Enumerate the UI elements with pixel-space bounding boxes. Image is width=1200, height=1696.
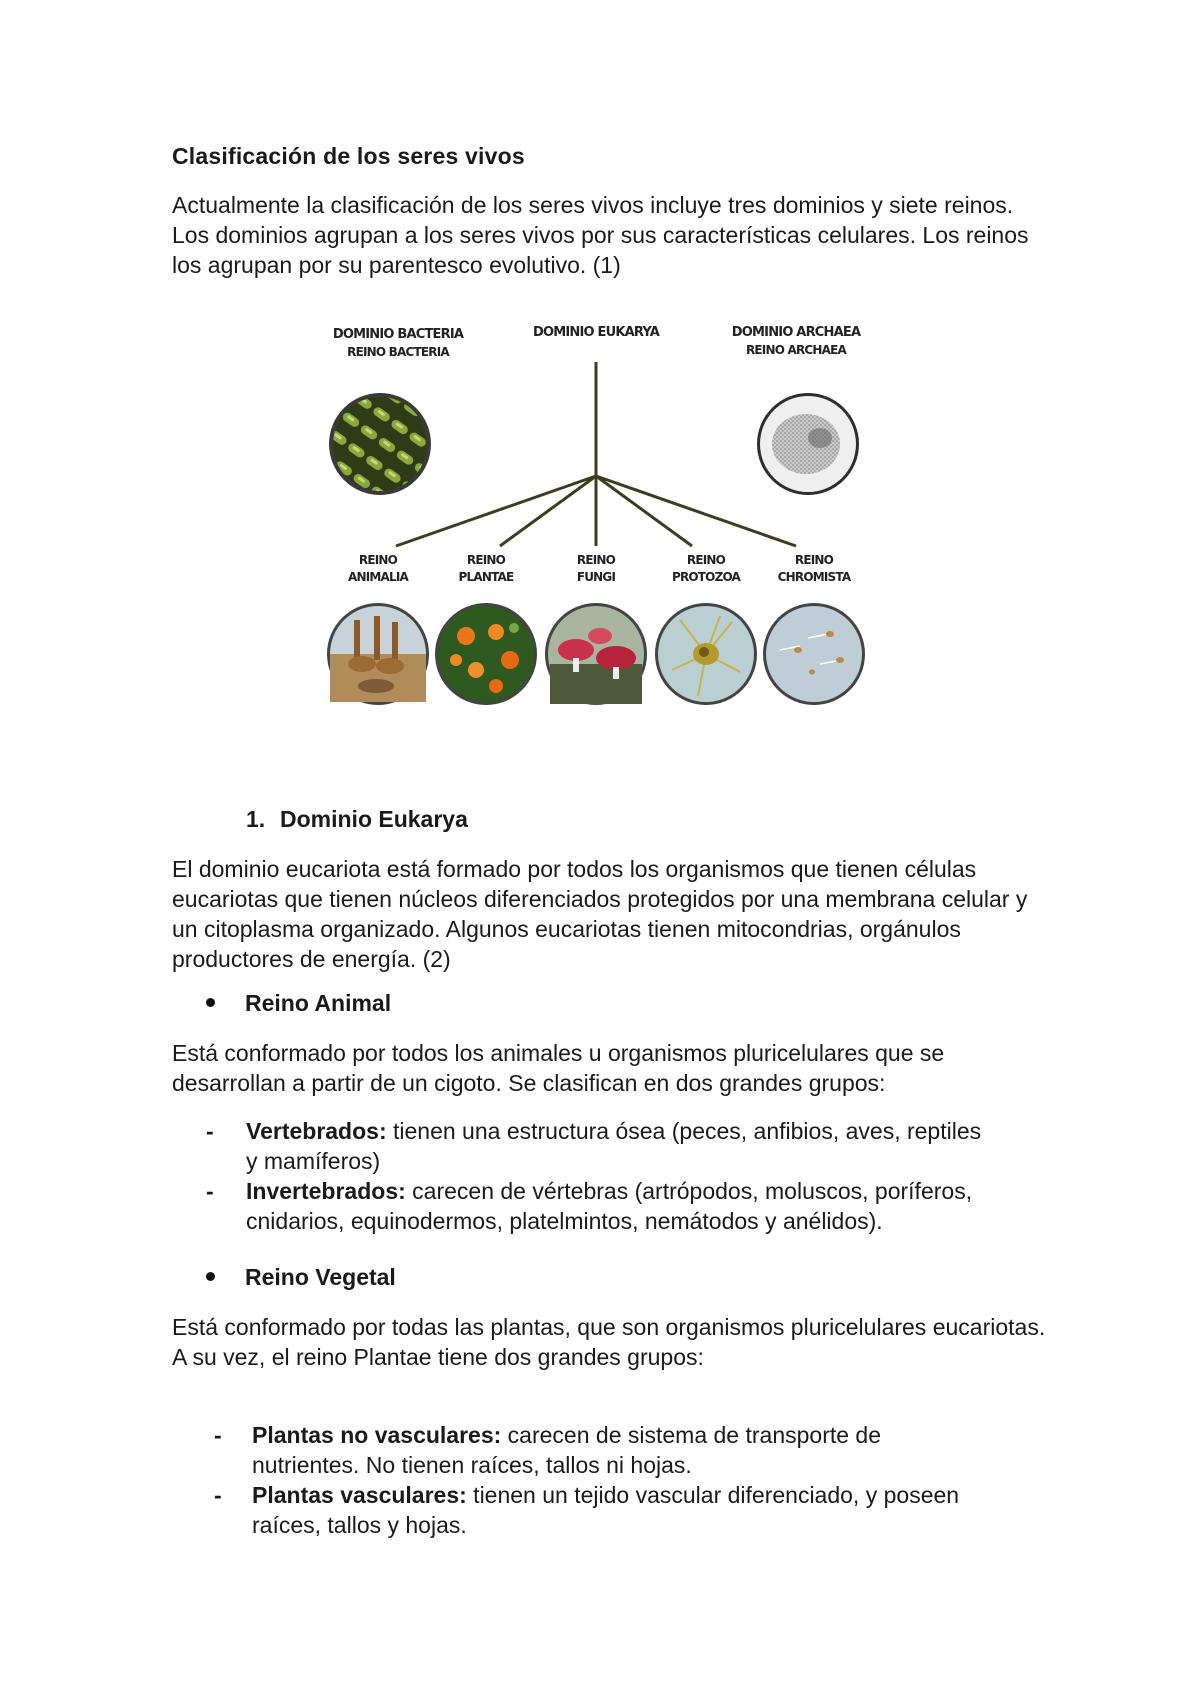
archaea-kingdom-label: REINO ARCHAEA (745, 343, 847, 357)
bacteria-image (329, 393, 431, 495)
section-heading-text: Dominio Eukarya (280, 806, 468, 832)
dash-bullet: - (214, 1482, 222, 1508)
list-item-term: Invertebrados: (246, 1178, 406, 1204)
animal-paragraph: Está conformado por todos los animales u organismos pluricelulares que se desarrollan a partir de un cigoto. Se clasifican en dos grandes grupos: (172, 1040, 945, 1096)
page-title: Clasificación de los seres vivos (172, 143, 525, 169)
archaea-image (757, 393, 859, 495)
bullet-heading-text: Reino Vegetal (245, 1264, 396, 1290)
bullet-heading-reino-vegetal (206, 1264, 396, 1291)
list-item-line2: nutrientes. No tienen raíces, tallos ni hojas. (252, 1452, 692, 1478)
classification-diagram (300, 320, 880, 720)
list-item-line1: carecen de vértebras (artrópodos, moluscos, poríferos, (405, 1178, 973, 1204)
eukarya-tree (396, 362, 796, 546)
archaea-domain-label: DOMINIO ARCHAEA (731, 325, 861, 340)
dash-bullet: - (206, 1118, 214, 1144)
kingdom-label-line1: REINO (686, 553, 726, 567)
fungi-image (545, 603, 647, 705)
protozoa-image (655, 603, 757, 705)
list-item-line2: cnidarios, equinodermos, platelmintos, nemátodos y anélidos). (246, 1208, 883, 1234)
list-item-term: Plantas no vasculares: (252, 1422, 502, 1448)
list-item-line1: tienen un tejido vascular diferenciado, y poseen (466, 1482, 960, 1508)
vegetal-paragraph: Está conformado por todas las plantas, que son organismos pluricelulares eucariotas. A su vez, el reino Plantae tiene dos grandes grupos: (172, 1314, 1046, 1370)
chromista-image (763, 603, 865, 705)
bacteria-domain-label: DOMINIO BACTERIA (332, 327, 464, 342)
bullet-icon (206, 998, 215, 1007)
section-heading-dominio-eukarya (246, 806, 468, 833)
animalia-image (327, 603, 429, 705)
list-item (214, 1480, 1054, 1540)
kingdom-label-chromista: CHROMISTA (777, 570, 851, 584)
kingdom-label-fungi: FUNGI (576, 570, 616, 584)
dash-bullet: - (214, 1422, 222, 1448)
list-item (206, 1116, 1056, 1176)
kingdom-label-line1: REINO (794, 553, 834, 567)
kingdom-label-line1: REINO (576, 553, 616, 567)
list-item-line1: carecen de sistema de transporte de (501, 1422, 882, 1448)
dash-bullet: - (206, 1178, 214, 1204)
bullet-heading-text: Reino Animal (245, 990, 392, 1016)
bacteria-kingdom-label: REINO BACTERIA (347, 345, 449, 359)
kingdom-label-plantae: PLANTAE (458, 570, 514, 584)
list-item-line2: raíces, tallos y hojas. (252, 1512, 467, 1538)
eukarya-paragraph: El dominio eucariota está formado por todos los organismos que tienen células eucariotas que tienen núcleos diferenciados protegidos por una membrana celular y un citoplasma organizado. Algunos eucariotas tienen mitocondrias, orgánulos productores de energía. (2) (172, 856, 1028, 972)
kingdom-label-animalia: ANIMALIA (347, 570, 409, 584)
section-number: 1. (246, 806, 266, 832)
list-item-term: Plantas vasculares: (252, 1482, 467, 1508)
list-item (206, 1176, 1056, 1236)
intro-paragraph: Actualmente la clasificación de los seres vivos incluye tres dominios y siete reinos. Los dominios agrupan a los seres vivos por sus características celulares. Los reinos los agrupan por su parentesco evolutivo. (1) (172, 192, 1029, 278)
kingdom-label-protozoa: PROTOZOA (671, 570, 741, 584)
eukarya-domain-label: DOMINIO EUKARYA (532, 325, 660, 340)
kingdom-label-line1: REINO (358, 553, 398, 567)
plantae-image (435, 603, 537, 705)
kingdom-labels (348, 553, 852, 584)
bullet-heading-reino-animal (206, 990, 391, 1017)
list-item-line1: tienen una estructura ósea (peces, anfibios, aves, reptiles (386, 1118, 982, 1144)
list-item (214, 1420, 1054, 1480)
list-item-line2: y mamíferos) (246, 1148, 381, 1174)
bullet-icon (206, 1272, 215, 1281)
kingdom-label-line1: REINO (466, 553, 506, 567)
list-item-term: Vertebrados: (246, 1118, 387, 1144)
